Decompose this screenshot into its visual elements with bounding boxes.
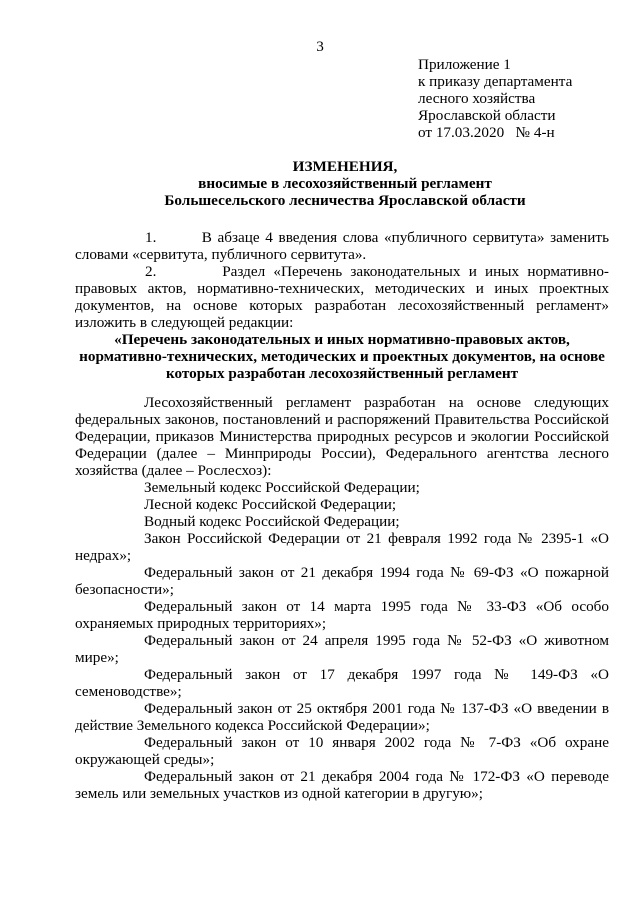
appendix-line: от 17.03.2020 № 4-н	[418, 124, 555, 141]
law-list-item: Федеральный закон от 21 декабря 2004 года № 172-ФЗ «О переводе земель или земельных участков из одной категории в другую»;	[75, 768, 609, 802]
numbered-item-2: 2. Раздел «Перечень законодательных и иных нормативно-правовых актов, нормативно-технических, методических и иных проектных документов, на основе которых разработан лесохозяйственный регламент» изложить в следующей редакции:	[75, 263, 613, 331]
title-main: ИЗМЕНЕНИЯ,	[292, 158, 398, 175]
title-subtitle-1: вносимые в лесохозяйственный регламент	[198, 175, 492, 192]
section-heading: «Перечень законодательных и иных нормативно-правовых актов, нормативно-технических, методических и проектных документов, на основе которых разработан лесохозяйственный регламент	[79, 331, 605, 382]
law-list-item: Земельный кодекс Российской Федерации;	[144, 479, 420, 496]
appendix-line: лесного хозяйства	[418, 90, 536, 107]
spacer	[75, 382, 609, 394]
appendix-line: к приказу департамента	[418, 73, 573, 90]
law-list-item: Закон Российской Федерации от 21 февраля 1992 года № 2395-1 «О недрах»;	[75, 530, 609, 564]
numbered-item-1: 1. В абзаце 4 введения слова «публичного сервитута» заменить словами «сервитута, публичного сервитута».	[75, 229, 613, 263]
document-body	[75, 229, 613, 802]
intro-paragraph: Лесохозяйственный регламент разработан на основе следующих федеральных законов, постановлений и распоряжений Правительства Российской Федерации, приказов Министерства природных ресурсов и экологии Российской Федерации (далее – Минприроды России), Федерального агентства лесного хозяйства (далее – Рослесхоз):	[75, 394, 609, 479]
law-list-item: Водный кодекс Российской Федерации;	[144, 513, 400, 530]
document-title	[75, 158, 615, 209]
appendix-line: Приложение 1	[418, 56, 511, 73]
appendix-line: Ярославской области	[418, 107, 556, 124]
law-list-item: Федеральный закон от 14 марта 1995 года № 33-ФЗ «Об особо охраняемых природных территориях»;	[75, 598, 609, 632]
law-list-item: Федеральный закон от 10 января 2002 года № 7-ФЗ «Об охране окружающей среды»;	[75, 734, 609, 768]
law-list-item: Федеральный закон от 17 декабря 1997 года № 149-ФЗ «О семеноводстве»;	[75, 666, 609, 700]
title-subtitle-2: Большесельского лесничества Ярославской области	[164, 192, 526, 209]
page-number: 3	[316, 38, 324, 55]
law-list-item: Федеральный закон от 25 октября 2001 года № 137-ФЗ «О введении в действие Земельного кодекса Российской Федерации»;	[75, 700, 609, 734]
law-list-item: Федеральный закон от 24 апреля 1995 года № 52-ФЗ «О животном мире»;	[75, 632, 609, 666]
appendix-header	[418, 56, 633, 141]
law-list-item: Федеральный закон от 21 декабря 1994 года № 69-ФЗ «О пожарной безопасности»;	[75, 564, 609, 598]
law-list-item: Лесной кодекс Российской Федерации;	[144, 496, 397, 513]
